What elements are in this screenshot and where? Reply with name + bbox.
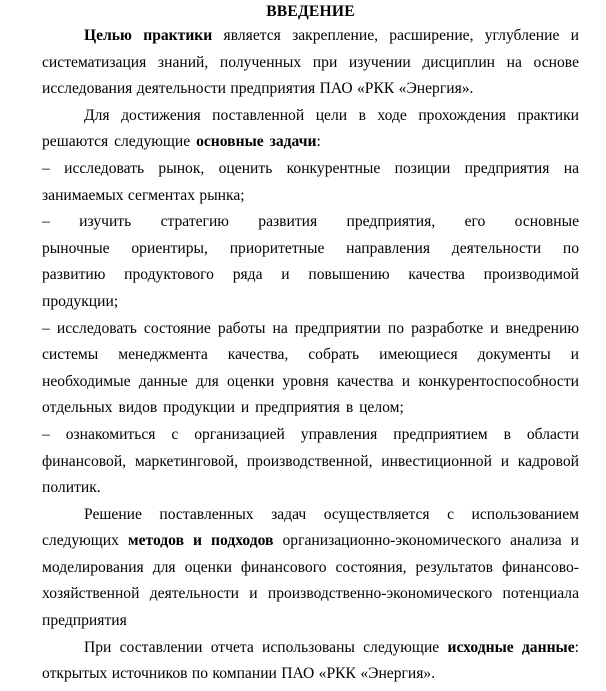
task-item-3: – исследовать состояние работы на предприятии по разработке и внедрению системы менеджмента качества, собрать имеющиеся документы и необходимые данные для оценки уровня качества и конкурентоспособности отдельных видов продукции и предприятия в целом; (42, 319, 579, 417)
paragraph-goal (42, 23, 579, 103)
paragraph-source-data (42, 635, 579, 688)
goal-text: является закрепление, расширение, углубление и систематизация знаний, полученных при изучении дисциплин на основе исследования деятельности предприятия ПАО «РКК «Энергия». (42, 27, 579, 98)
document-page (42, 3, 579, 688)
tasks-intro-end: : (316, 133, 321, 151)
tasks-term: основные задачи (196, 133, 317, 151)
methods-text-end: организационно-экономического анализа и моделирования для оценки финансового состояния, результатов финансово-хозяйственной деятельности и производственно-экономического потенциала предприятия (42, 532, 579, 630)
source-text-start: При составлении отчета использованы следующие (84, 638, 448, 656)
task-item-2: – изучить стратегию развития предприятия, его основные рыночные ориентиры, приоритетные направления деятельности по развитию продуктового ряда и повышению качества производимой продукции; (42, 213, 579, 310)
source-text-end: : открытых источников по компании ПАО «РКК «Энергия». (42, 638, 579, 683)
page-title: ВВЕДЕНИЕ (266, 3, 355, 20)
goal-term: Целью практики (84, 27, 213, 44)
paragraph-tasks-intro (42, 103, 579, 156)
tasks-intro-text: Для достижения поставленной цели в ходе прохождения практики решаются следующие (42, 106, 579, 151)
methods-term: методов и подходов (127, 532, 274, 550)
task-item-4: – ознакомиться с организацией управления предприятием в области финансовой, маркетинговой, производственной, инвестиционной и кадровой политик. (42, 425, 579, 497)
task-item-1: – исследовать рынок, оценить конкурентные позиции предприятия на занимаемых сегментах рынка; (42, 159, 579, 204)
source-term: исходные данные (447, 638, 575, 656)
methods-text-start: Решение поставленных задач осуществляется с использованием следующих (42, 505, 579, 550)
paragraph-methods (42, 502, 579, 635)
